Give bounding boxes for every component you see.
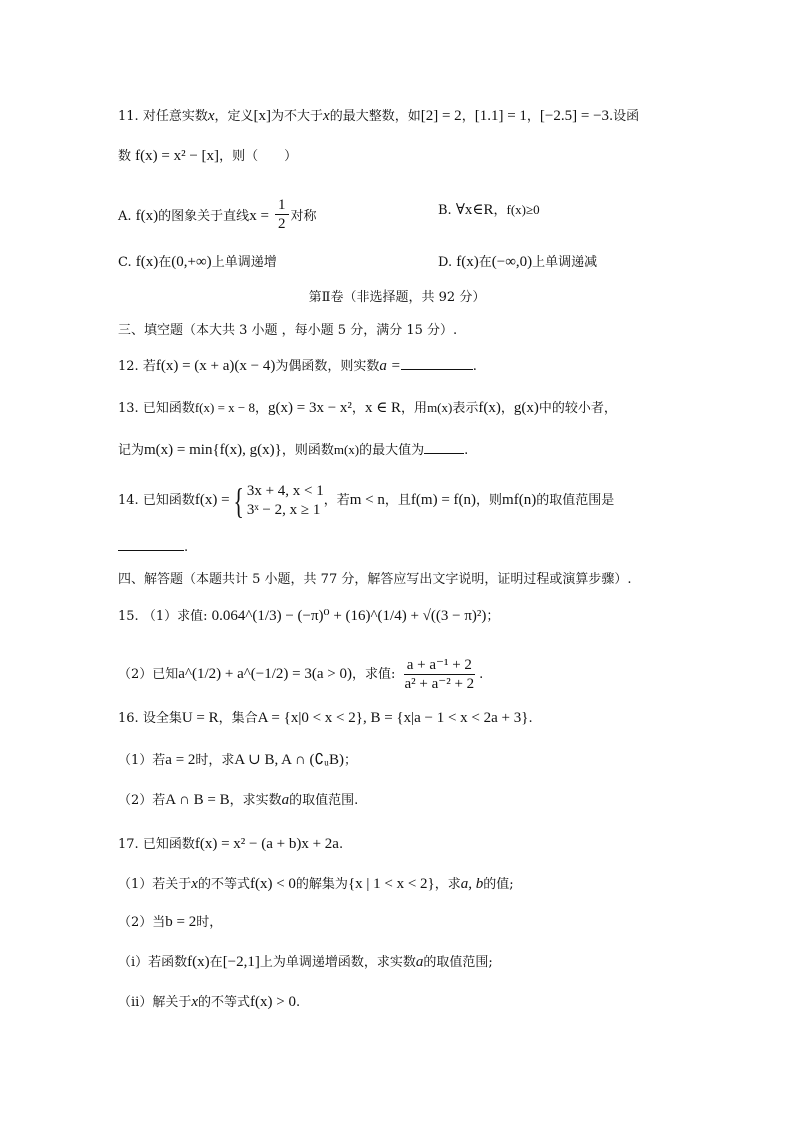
q14-end: . bbox=[184, 540, 189, 555]
q14-number: 14. bbox=[118, 493, 139, 508]
q14-case2: 3ˣ − 2, x ≥ 1 bbox=[246, 501, 321, 518]
q16-text: 设全集 bbox=[142, 711, 182, 726]
q17-end: . bbox=[295, 995, 301, 1010]
q13-sep: ， bbox=[255, 401, 269, 416]
q17-math: {x | 1 < x < 2} bbox=[347, 876, 435, 892]
q17-text: （ii）解关于 bbox=[118, 995, 192, 1010]
q14-answer-blank bbox=[118, 550, 184, 551]
part2-title: 第Ⅱ卷（非选择题，共 92 分） bbox=[308, 290, 486, 305]
q11-floor: [x] bbox=[253, 108, 272, 124]
q16-text: ，集合 bbox=[218, 711, 258, 726]
q11-option-a bbox=[118, 198, 317, 235]
q17-var: a bbox=[415, 954, 424, 970]
q17-math: f(x) < 0 bbox=[249, 876, 296, 892]
q15-text: ，求值: bbox=[351, 667, 396, 682]
q15-text: （2）已知 bbox=[118, 667, 179, 682]
q17-text: 的值; bbox=[483, 877, 514, 892]
q13-text: 表示 bbox=[452, 401, 479, 416]
q11-example: [1.1] = 1 bbox=[474, 108, 527, 124]
option-math: f(x)≥0 bbox=[506, 202, 540, 217]
q11-text: 的最大整数，如 bbox=[329, 109, 421, 124]
section4-heading: 四、解答题（本题共计 5 小题，共 77 分，解答应写出文字说明，证明过程或演算步骤）. bbox=[118, 572, 632, 587]
q11-function: f(x) = x² − [x] bbox=[135, 148, 220, 164]
q17-sub-ii bbox=[118, 992, 300, 1013]
q12-text: 为偶函数，则实数 bbox=[275, 359, 380, 374]
q15-end: ； bbox=[486, 609, 500, 624]
option-text: 上单调递增 bbox=[211, 255, 277, 270]
q17-end: . bbox=[338, 837, 344, 852]
q11-text: .设函 bbox=[609, 109, 640, 124]
q13-domain: x ∈ R bbox=[364, 400, 402, 416]
option-text: 对称 bbox=[290, 209, 317, 224]
q14-text: ，且 bbox=[384, 493, 411, 508]
q12-expr: f(x) = (x + a)(x − 4) bbox=[155, 358, 276, 374]
q16-math: a = 2 bbox=[165, 752, 196, 768]
q11-option-d bbox=[438, 252, 597, 273]
q17-text: 已知函数 bbox=[142, 837, 195, 852]
fraction-num: a + a⁻¹ + 2 bbox=[404, 656, 475, 675]
q15-expr: 0.064^(1/3) − (−π)⁰ + (16)^(1/4) + √((3 − π)²) bbox=[211, 608, 487, 624]
q15-text: （1）求值: bbox=[142, 609, 208, 624]
q13-text: 的最大值为 bbox=[359, 443, 425, 458]
q14-text: 的取值范围是 bbox=[536, 493, 615, 508]
option-math: f(x) bbox=[135, 208, 159, 224]
q13-line1 bbox=[118, 398, 617, 419]
q13-def: m(x) = min{f(x), g(x)} bbox=[144, 442, 282, 458]
q14-line2 bbox=[118, 538, 188, 558]
q13-sep: ， bbox=[500, 401, 514, 416]
option-sep: ， bbox=[493, 203, 507, 218]
q13-end: . bbox=[464, 443, 469, 458]
option-text: 上单调递减 bbox=[532, 255, 598, 270]
q14-cases bbox=[247, 482, 324, 520]
fraction-num: 1 bbox=[275, 196, 289, 215]
q11-option-b bbox=[438, 200, 540, 221]
option-text: 的图象关于直线 bbox=[158, 209, 250, 224]
q11-text: ，则（ ） bbox=[219, 149, 298, 164]
q17-function: f(x) = x² − (a + b)x + 2a bbox=[194, 836, 339, 852]
q12-end: . bbox=[472, 359, 477, 374]
option-math: (0,+∞) bbox=[171, 254, 212, 270]
section3-heading: 三、填空题（本大共 3 小题 ，每小题 5 分，满分 15 分）. bbox=[118, 323, 458, 338]
q17-sub-i bbox=[118, 952, 493, 973]
option-math: ∀x∈R bbox=[455, 202, 494, 218]
q12-number: 12. bbox=[118, 359, 139, 374]
q11-text: 对任意实数 bbox=[142, 109, 208, 124]
q14-fx: f(x) = bbox=[194, 492, 230, 508]
option-text: 在 bbox=[478, 255, 492, 270]
q13-fx: f(x) bbox=[478, 400, 501, 416]
q11-sep: ， bbox=[526, 109, 540, 124]
q16-end: . bbox=[528, 711, 533, 726]
q16-math: A ∩ B = B bbox=[165, 792, 230, 808]
q13-line2 bbox=[118, 440, 468, 461]
q17-part2 bbox=[118, 912, 222, 933]
q15-end: . bbox=[479, 667, 484, 682]
q14-case1: 3x + 4, x < 1 bbox=[246, 482, 324, 499]
q17-math: f(x) bbox=[187, 954, 210, 970]
q11-sep: ， bbox=[461, 109, 475, 124]
q17-var: x bbox=[191, 994, 198, 1010]
q11-example: [2] = 2 bbox=[420, 108, 462, 124]
q16-var: a bbox=[281, 792, 290, 808]
q16-text: （1）若 bbox=[118, 753, 166, 768]
fraction-den: a² + a⁻² + 2 bbox=[404, 676, 475, 692]
option-label: C. bbox=[118, 255, 132, 270]
q12 bbox=[118, 356, 477, 377]
q11-var: x bbox=[323, 108, 330, 124]
fraction-one-half bbox=[275, 196, 289, 233]
q17-text: 的不等式 bbox=[197, 877, 250, 892]
q16-part1 bbox=[118, 750, 357, 771]
option-label: A. bbox=[118, 209, 132, 224]
q17-text: 的不等式 bbox=[198, 995, 251, 1010]
q14-text: ，则 bbox=[476, 493, 503, 508]
q16 bbox=[118, 708, 533, 729]
q11-option-c bbox=[118, 252, 277, 273]
q17-text: （i）若函数 bbox=[118, 955, 188, 970]
q17-var: a, b bbox=[460, 876, 484, 892]
q13-sep: ， bbox=[351, 401, 365, 416]
q11-text: ，定义 bbox=[214, 109, 254, 124]
q17 bbox=[118, 834, 343, 855]
q15-part2 bbox=[118, 654, 483, 695]
q17-var: x bbox=[191, 876, 198, 892]
q16-part2 bbox=[118, 790, 358, 811]
q17-text: 的取值范围; bbox=[423, 955, 493, 970]
q14-cond: f(m) = f(n) bbox=[410, 492, 477, 508]
q11-example: [−2.5] = −3 bbox=[539, 108, 610, 124]
option-text: 在 bbox=[158, 255, 172, 270]
q17-text: （2）当 bbox=[118, 915, 166, 930]
q12-answer-blank bbox=[401, 369, 473, 370]
q14 bbox=[118, 478, 614, 523]
q13-number: 13. bbox=[118, 401, 139, 416]
q15-fraction bbox=[402, 656, 478, 693]
q17-text: 时， bbox=[196, 915, 223, 930]
q17-text: 上为单调递增函数，求实数 bbox=[259, 955, 416, 970]
q13-text: ，用 bbox=[401, 401, 428, 416]
q13-text: 已知函数 bbox=[142, 401, 195, 416]
q16-text: ，求实数 bbox=[229, 793, 282, 808]
q16-number: 16. bbox=[118, 711, 139, 726]
q16-text: 的取值范围. bbox=[289, 793, 359, 808]
q12-var: a = bbox=[379, 358, 401, 374]
q11-line2 bbox=[118, 146, 297, 167]
left-brace-icon: { bbox=[233, 480, 244, 521]
q15-cond: a^(1/2) + a^(−1/2) = 3(a > 0) bbox=[178, 666, 352, 682]
q13-text: ，则函数 bbox=[281, 443, 334, 458]
option-math: x = bbox=[249, 208, 269, 224]
q17-number: 17. bbox=[118, 837, 139, 852]
q15-number: 15. bbox=[118, 609, 139, 624]
option-label: B. bbox=[438, 203, 452, 218]
q11-line1 bbox=[118, 106, 639, 127]
q11-text: 为不大于 bbox=[271, 109, 324, 124]
q16-sets: A = {x|0 < x < 2}, B = {x|a − 1 < x < 2a + 3} bbox=[257, 710, 529, 726]
q13-gx: g(x) bbox=[513, 400, 539, 416]
q12-text: 若 bbox=[142, 359, 156, 374]
option-math: (−∞,0) bbox=[491, 254, 533, 270]
q16-universe: U = R bbox=[181, 710, 219, 726]
q14-text: ，若 bbox=[323, 493, 350, 508]
q16-end: ； bbox=[343, 753, 357, 768]
q14-text: 已知函数 bbox=[142, 493, 195, 508]
q16-text: 时，求 bbox=[195, 753, 235, 768]
option-math: f(x) bbox=[456, 254, 479, 270]
q17-math: b = 2 bbox=[165, 914, 197, 930]
q17-text: ，求 bbox=[434, 877, 461, 892]
option-label: D. bbox=[438, 255, 453, 270]
q13-f: f(x) = x − 8 bbox=[194, 400, 255, 415]
q17-text: （1）若关于 bbox=[118, 877, 192, 892]
q13-text: 中的较小者， bbox=[538, 401, 617, 416]
q16-math: A ∪ B, A ∩ (∁ᵤB) bbox=[234, 752, 344, 768]
q13-text: 记为 bbox=[118, 443, 145, 458]
q17-math: [−2,1] bbox=[222, 954, 260, 970]
q17-part1 bbox=[118, 874, 514, 895]
q11-number: 11. bbox=[118, 109, 139, 124]
q14-cond: m < n bbox=[349, 492, 385, 508]
q13-g: g(x) = 3x − x² bbox=[268, 400, 352, 416]
q17-text: 在 bbox=[209, 955, 223, 970]
q13-m: m(x) bbox=[427, 400, 453, 415]
q11-text: 数 bbox=[118, 149, 132, 164]
q17-math: f(x) > 0 bbox=[250, 994, 296, 1010]
fraction-den: 2 bbox=[278, 216, 286, 232]
q16-text: （2）若 bbox=[118, 793, 166, 808]
option-math: f(x) bbox=[135, 254, 159, 270]
q11-var: x bbox=[207, 108, 215, 124]
q17-text: 的解集为 bbox=[295, 877, 348, 892]
q13-m: m(x) bbox=[333, 442, 360, 457]
q13-answer-blank bbox=[424, 453, 464, 454]
q15-part1 bbox=[118, 606, 499, 627]
q14-target: mf(n) bbox=[502, 492, 537, 508]
